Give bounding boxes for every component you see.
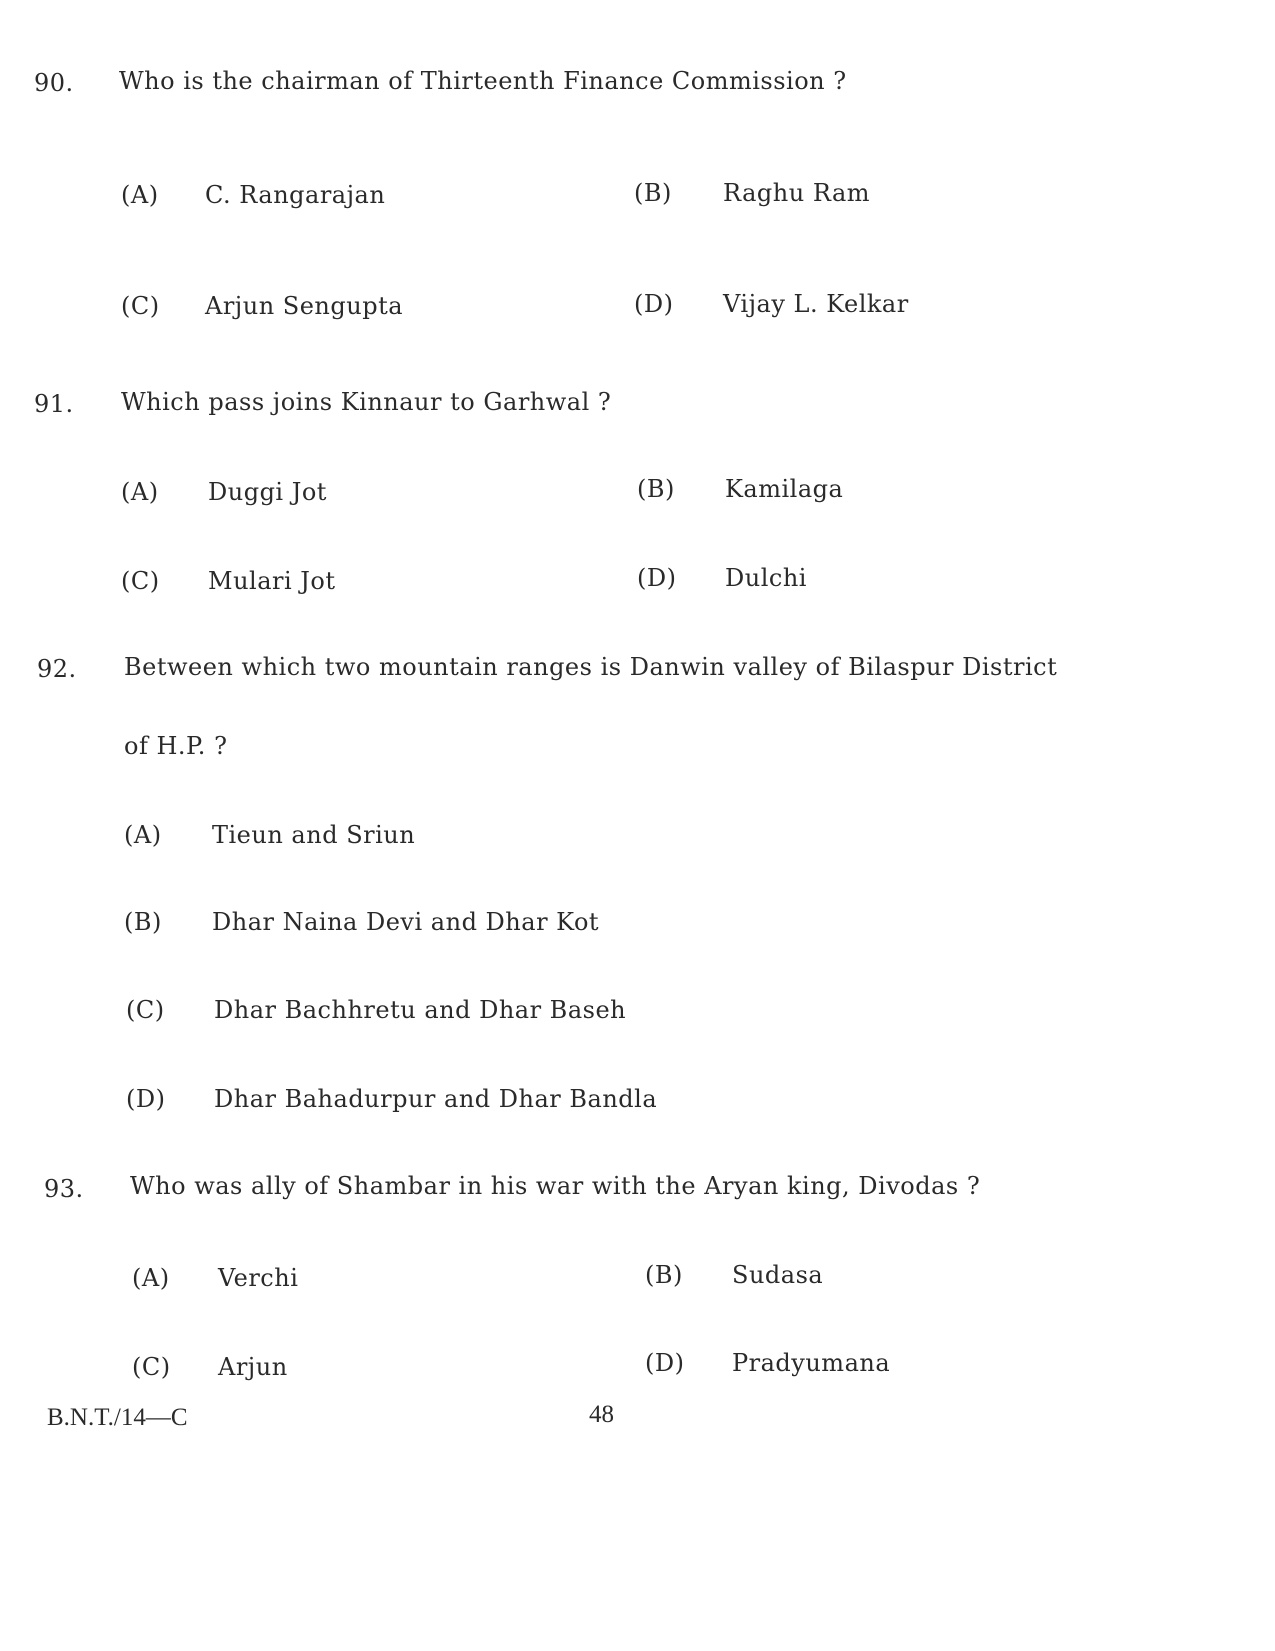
option-text: Kamilaga [725, 475, 844, 503]
option-label: (D) [645, 1349, 685, 1377]
option-text: Tieun and Sriun [212, 821, 416, 849]
option-label: (C) [121, 292, 160, 320]
option-label: (B) [637, 475, 675, 503]
option-label: (A) [124, 821, 162, 849]
option-label: (A) [132, 1264, 170, 1292]
option-text: Verchi [218, 1264, 299, 1292]
question-text-continued: of H.P. ? [124, 732, 228, 760]
option-label: (C) [121, 567, 160, 595]
option-label: (A) [121, 478, 159, 506]
option-label: (D) [634, 290, 674, 318]
option-text: Dhar Bahadurpur and Dhar Bandla [214, 1085, 658, 1113]
option-label: (D) [637, 564, 677, 592]
option-text: Pradyumana [732, 1349, 891, 1377]
question-number: 92. [37, 655, 77, 683]
option-text: Sudasa [732, 1261, 824, 1289]
page-number: 48 [589, 1401, 614, 1428]
option-text: Vijay L. Kelkar [723, 290, 909, 318]
option-label: (D) [126, 1085, 166, 1113]
question-number: 90. [34, 69, 74, 97]
question-number: 93. [44, 1175, 84, 1203]
footer-code: B.N.T./14—C [47, 1404, 188, 1431]
option-label: (C) [126, 996, 165, 1024]
option-text: Mulari Jot [208, 567, 336, 595]
option-text: Dhar Naina Devi and Dhar Kot [212, 908, 600, 936]
question-number: 91. [34, 390, 74, 418]
option-label: (A) [121, 181, 159, 209]
option-text: Raghu Ram [723, 179, 871, 207]
option-text: Arjun [218, 1353, 288, 1381]
question-text: Who was ally of Shambar in his war with the Aryan king, Divodas ? [130, 1172, 981, 1200]
option-label: (B) [645, 1261, 683, 1289]
option-label: (B) [124, 908, 162, 936]
question-text: Between which two mountain ranges is Danwin valley of Bilaspur District [124, 653, 1058, 681]
option-text: Arjun Sengupta [205, 292, 404, 320]
option-label: (C) [132, 1353, 171, 1381]
question-text: Who is the chairman of Thirteenth Finance Commission ? [119, 67, 847, 95]
option-text: Dulchi [725, 564, 807, 592]
option-text: Duggi Jot [208, 478, 327, 506]
option-label: (B) [634, 179, 672, 207]
option-text: Dhar Bachhretu and Dhar Baseh [214, 996, 627, 1024]
question-text: Which pass joins Kinnaur to Garhwal ? [121, 388, 612, 416]
option-text: C. Rangarajan [205, 181, 386, 209]
